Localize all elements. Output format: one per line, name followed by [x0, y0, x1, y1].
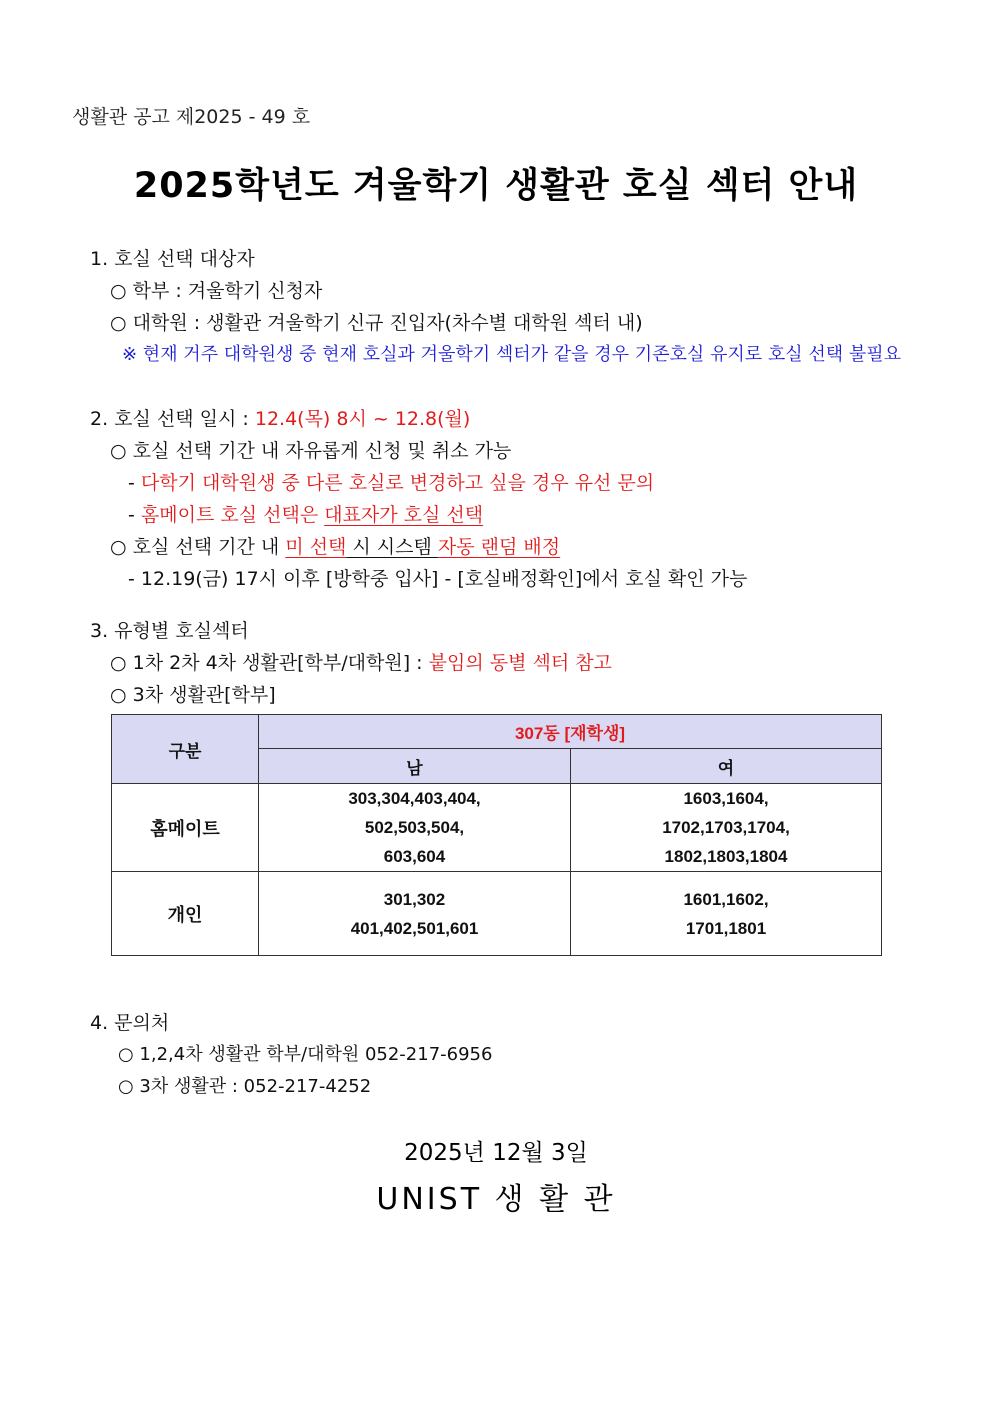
room-sector-table — [111, 714, 882, 956]
section2-sub-check-room: - 12.19(금) 17시 이후 [방학중 입사] - [호실배정확인]에서 호실 확인 가능 — [128, 568, 748, 590]
section1-note: ※ 현재 거주 대학원생 중 현재 호실과 겨울학기 섹터가 같을 경우 기존호실 유지로 호실 선택 불필요 — [122, 344, 902, 365]
row-label-individual: 개인 — [112, 872, 259, 956]
sub2-dash: - — [128, 504, 141, 526]
organization-name: UNIST 생 활 관 — [376, 1182, 616, 1217]
section3-item-buildings-124 — [110, 648, 612, 675]
room-line: 603,604 — [383, 847, 446, 866]
table-row — [112, 784, 882, 872]
row-label-homemate: 홈메이트 — [112, 784, 259, 872]
room-line: 401,402,501,601 — [350, 918, 479, 938]
s3-item1-a: ○ 1차 2차 4차 생활관[학부/대학원] : — [110, 652, 429, 674]
section2-sub-multi-semester — [128, 468, 654, 495]
notice-number: 생활관 공고 제2025 - 49 호 — [72, 106, 311, 128]
homemate-female-rooms — [571, 784, 882, 872]
room-line: 1702,1703,1704, — [662, 818, 790, 837]
issue-date: 2025년 12월 3일 — [404, 1140, 588, 1166]
table-building-header: 307동 [재학생] — [259, 715, 882, 749]
individual-female-rooms — [571, 872, 882, 956]
page-title: 2025학년도 겨울학기 생활관 호실 섹터 안내 — [133, 166, 859, 206]
table-corner: 구분 — [112, 715, 259, 784]
sub2-text-a: 홈메이트 호실 선택은 — [140, 504, 325, 526]
item2-a: ○ 호실 선택 기간 내 — [110, 536, 286, 558]
room-line: 502,503,504, — [364, 818, 465, 837]
room-line: 1601,1602, — [683, 889, 769, 909]
sub2-text-b: 대표자가 호실 선택 — [324, 504, 484, 526]
room-line: 301,302 — [383, 889, 446, 909]
section3-item-building-3: ○ 3차 생활관[학부] — [110, 684, 276, 706]
item2-b: 미 선택 — [285, 536, 347, 558]
item2-d: 자동 랜덤 배정 — [437, 536, 561, 558]
section3-heading: 3. 유형별 호실섹터 — [90, 620, 249, 642]
section1-item-undergrad: ○ 학부 : 겨울학기 신청자 — [110, 280, 323, 302]
table-female-header: 여 — [571, 749, 882, 784]
table-row — [112, 872, 882, 956]
sub1-text: 다학기 대학원생 중 다른 호실로 변경하고 싶을 경우 유선 문의 — [140, 472, 655, 494]
section2-heading — [90, 404, 470, 431]
room-line: 303,304,403,404, — [348, 789, 481, 808]
individual-male-rooms — [259, 872, 571, 956]
section2-item-auto-assign — [110, 532, 560, 559]
table-male-header: 남 — [259, 749, 571, 784]
section2-heading-prefix: 2. 호실 선택 일시 : — [90, 408, 255, 430]
s3-item1-b: 붙임의 동별 섹터 참고 — [428, 652, 612, 674]
room-line: 1701,1801 — [685, 918, 767, 938]
section1-heading: 1. 호실 선택 대상자 — [90, 248, 255, 270]
room-line: 1603,1604, — [683, 789, 769, 808]
homemate-male-rooms — [259, 784, 571, 872]
section4-heading: 4. 문의처 — [90, 1012, 170, 1034]
room-line: 1802,1803,1804 — [664, 847, 788, 866]
section2-heading-date: 12.4(목) 8시 ~ 12.8(월) — [254, 408, 471, 430]
section2-item-free-apply: ○ 호실 선택 기간 내 자유롭게 신청 및 취소 가능 — [110, 440, 512, 462]
sub1-dash: - — [128, 472, 141, 494]
contact-buildings-124: ○ 1,2,4차 생활관 학부/대학원 052-217-6956 — [118, 1044, 493, 1065]
contact-building-3: ○ 3차 생활관 : 052-217-4252 — [118, 1076, 372, 1097]
item2-c: 시 시스템 — [346, 536, 438, 558]
section1-item-grad: ○ 대학원 : 생활관 겨울학기 신규 진입자(차수별 대학원 섹터 내) — [110, 312, 643, 334]
section2-sub-homemate — [128, 500, 483, 527]
